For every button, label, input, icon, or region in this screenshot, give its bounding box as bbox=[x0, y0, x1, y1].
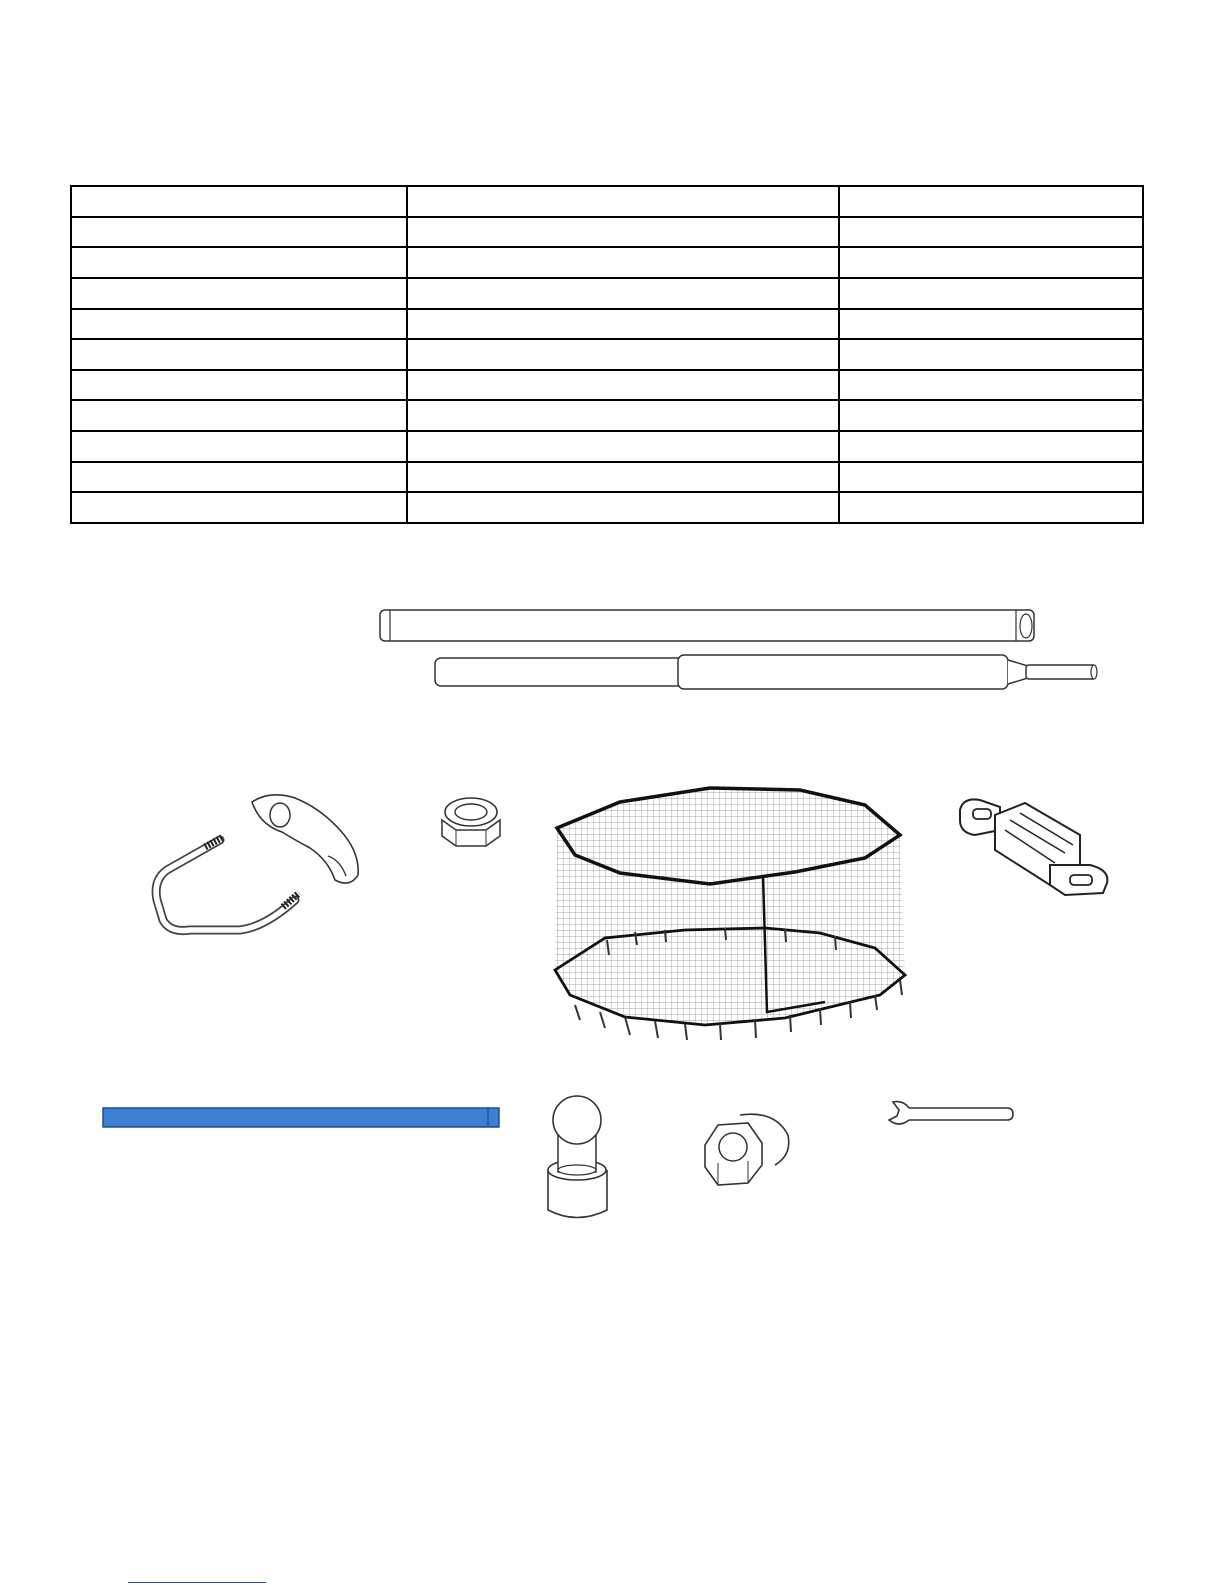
table-cell bbox=[71, 339, 407, 370]
table-cell bbox=[71, 278, 407, 309]
table-cell bbox=[839, 339, 1143, 370]
table-cell bbox=[407, 217, 839, 248]
net-bracket-illustration bbox=[955, 795, 1115, 905]
table-cell bbox=[839, 278, 1143, 309]
pole-clamp-illustration bbox=[240, 790, 375, 890]
table-cell bbox=[407, 431, 839, 462]
table-row bbox=[71, 431, 1143, 462]
table-cell bbox=[71, 431, 407, 462]
table-cell bbox=[71, 462, 407, 493]
wrench-illustration bbox=[885, 1098, 1017, 1130]
table-cell bbox=[407, 492, 839, 523]
table-row bbox=[71, 339, 1143, 370]
table-row bbox=[71, 309, 1143, 340]
table-cell bbox=[407, 309, 839, 340]
table-cell bbox=[71, 247, 407, 278]
table-row bbox=[71, 247, 1143, 278]
parts-table bbox=[70, 185, 1144, 524]
table-cell bbox=[839, 492, 1143, 523]
cap-nut-illustration bbox=[700, 1105, 795, 1190]
top-pole-illustration bbox=[370, 600, 1050, 650]
blue-rod-illustration bbox=[100, 1105, 502, 1131]
table-cell bbox=[839, 431, 1143, 462]
safety-net-illustration bbox=[545, 780, 915, 1045]
table-cell bbox=[71, 186, 407, 217]
table-row bbox=[71, 217, 1143, 248]
table-cell bbox=[71, 217, 407, 248]
table-row bbox=[71, 186, 1143, 217]
table-cell bbox=[407, 247, 839, 278]
lower-pole-illustration bbox=[430, 650, 1110, 695]
table-cell bbox=[407, 400, 839, 431]
table-cell bbox=[839, 217, 1143, 248]
table-cell bbox=[407, 278, 839, 309]
lock-nut-illustration bbox=[436, 790, 506, 852]
table-row bbox=[71, 400, 1143, 431]
table-cell bbox=[407, 462, 839, 493]
table-cell bbox=[407, 186, 839, 217]
pole-end-cap-illustration bbox=[540, 1085, 615, 1225]
table-cell bbox=[839, 186, 1143, 217]
table-row bbox=[71, 462, 1143, 493]
table-cell bbox=[71, 309, 407, 340]
table-row bbox=[71, 370, 1143, 401]
table-cell bbox=[71, 400, 407, 431]
table-cell bbox=[839, 370, 1143, 401]
table-cell bbox=[407, 370, 839, 401]
table-cell bbox=[407, 339, 839, 370]
table-cell bbox=[839, 247, 1143, 278]
table-cell bbox=[839, 309, 1143, 340]
table-cell bbox=[839, 462, 1143, 493]
table-cell bbox=[71, 370, 407, 401]
table-row bbox=[71, 278, 1143, 309]
table-cell bbox=[839, 400, 1143, 431]
table-cell bbox=[71, 492, 407, 523]
footer-link-underline[interactable] bbox=[128, 1582, 266, 1583]
table-row bbox=[71, 492, 1143, 523]
